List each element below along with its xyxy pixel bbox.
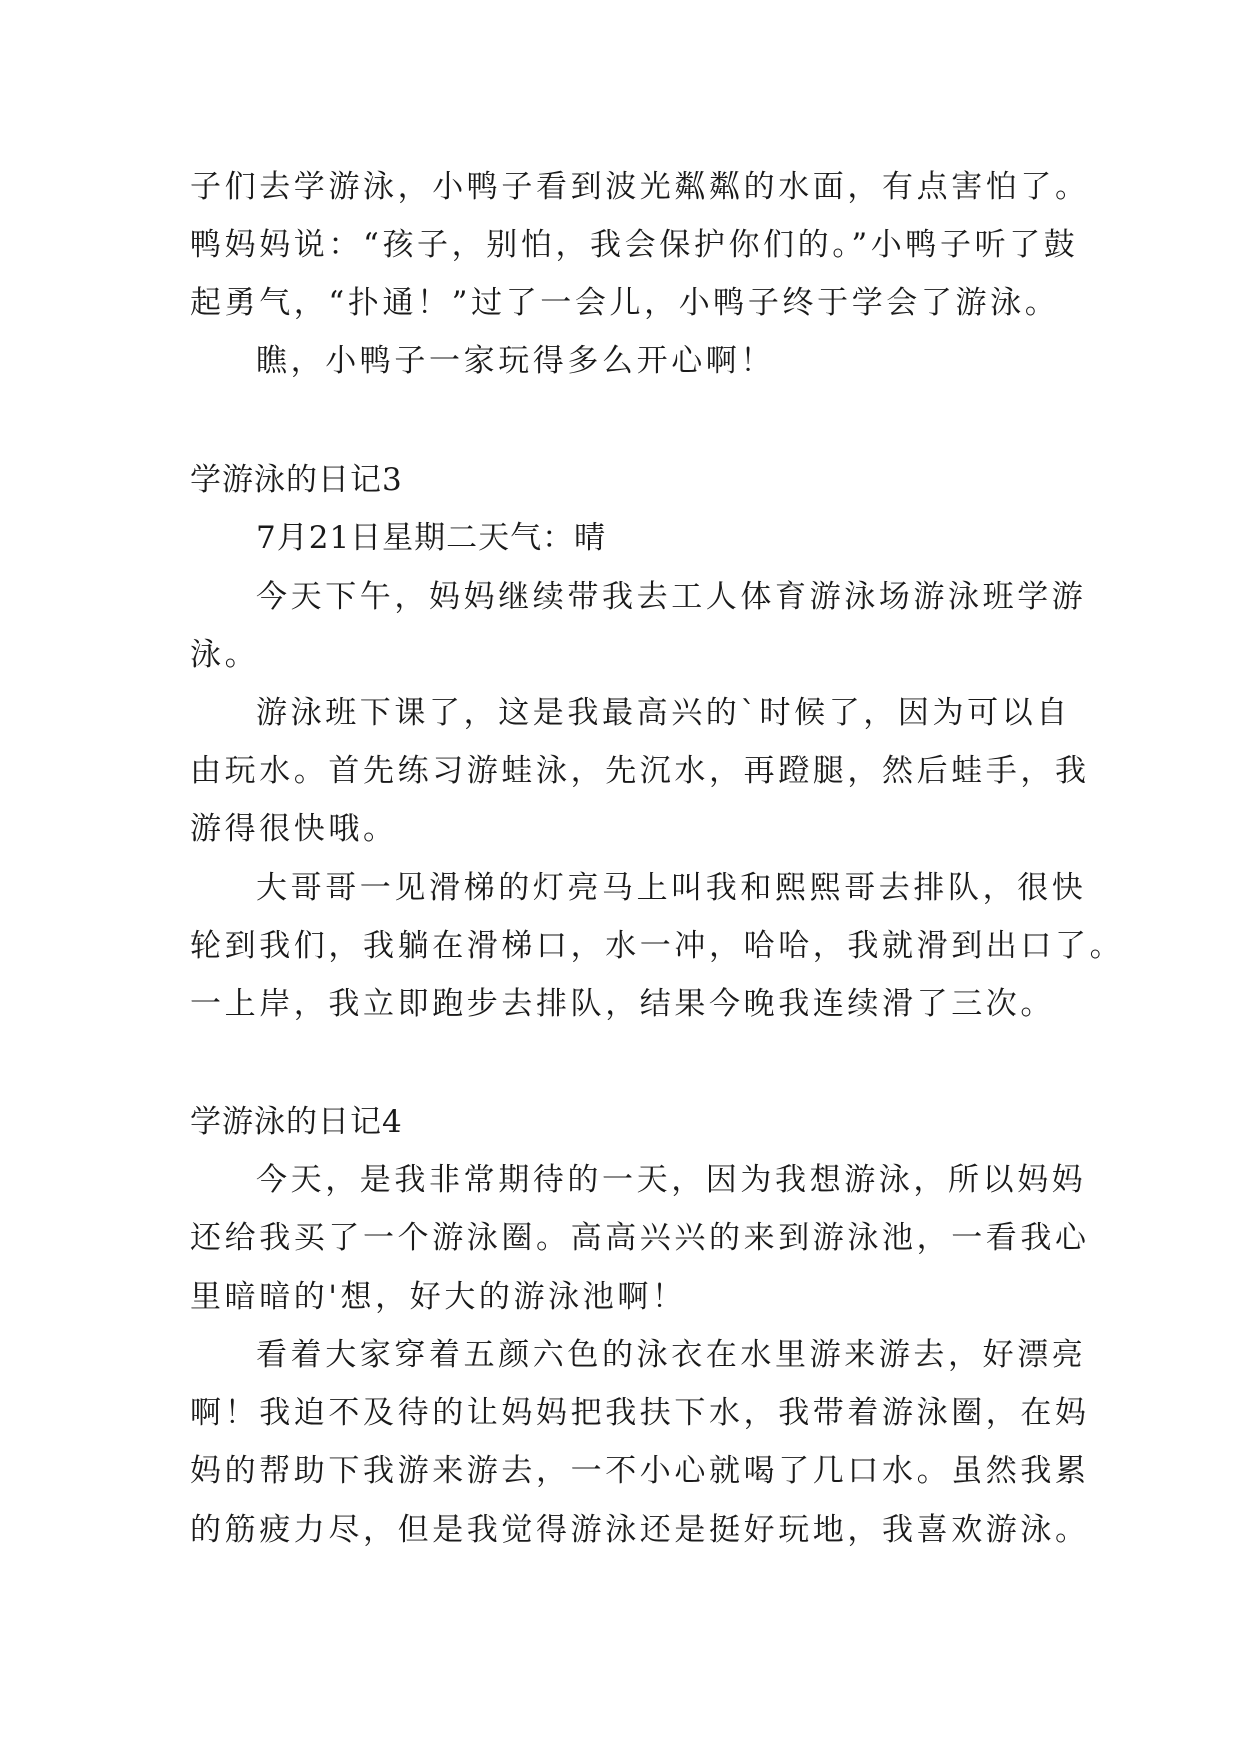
paragraph-line: 鸭妈妈说：“孩子，别怕，我会保护你们的。”小鸭子听了鼓 [190, 227, 1079, 263]
paragraph-line: 今天下午，妈妈继续带我去工人体育游泳场游泳班学游 [256, 579, 1087, 615]
paragraph-line: 今天，是我非常期待的一天，因为我想游泳，所以妈妈 [256, 1162, 1087, 1198]
paragraph-line: 起勇气，“扑通！”过了一会儿，小鸭子终于学会了游泳。 [190, 285, 1060, 321]
paragraph-line: 子们去学游泳，小鸭子看到波光粼粼的水面，有点害怕了。 [190, 169, 1090, 205]
paragraph-line: 由玩水。首先练习游蛙泳，先沉水，再蹬腿，然后蛙手，我 [190, 753, 1090, 789]
paragraph-line: 大哥哥一见滑梯的灯亮马上叫我和熙熙哥去排队，很快 [256, 870, 1087, 906]
paragraph-line: 的筋疲力尽，但是我觉得游泳还是挺好玩地，我喜欢游泳。 [190, 1512, 1090, 1548]
paragraph-line: 还给我买了一个游泳圈。高高兴兴的来到游泳池，一看我心 [190, 1220, 1090, 1256]
paragraph-line: 妈的帮助下我游来游去，一不小心就喝了几口水。虽然我累 [190, 1453, 1090, 1489]
paragraph-line: 啊！我迫不及待的让妈妈把我扶下水，我带着游泳圈，在妈 [190, 1395, 1090, 1431]
paragraph-line: 游得很快哦。 [190, 811, 398, 847]
section-heading: 学游泳的日记3 [190, 462, 403, 498]
paragraph-line: 泳。 [190, 637, 260, 673]
paragraph-line: 里暗暗的'想，好大的游泳池啊！ [190, 1279, 687, 1315]
section-heading: 学游泳的日记4 [190, 1104, 403, 1140]
date-weather-line: 7月21日星期二天气：晴 [256, 520, 607, 556]
paragraph-line: 看着大家穿着五颜六色的泳衣在水里游来游去，好漂亮 [256, 1337, 1087, 1373]
paragraph-line: 游泳班下课了，这是我最高兴的`时候了，因为可以自 [256, 695, 1071, 731]
paragraph-line: 一上岸，我立即跑步去排队，结果今晚我连续滑了三次。 [190, 986, 1055, 1022]
paragraph-line: 轮到我们，我躺在滑梯口，水一冲，哈哈，我就滑到出口了。 [190, 928, 1125, 964]
paragraph-line: 瞧，小鸭子一家玩得多么开心啊！ [256, 343, 775, 379]
